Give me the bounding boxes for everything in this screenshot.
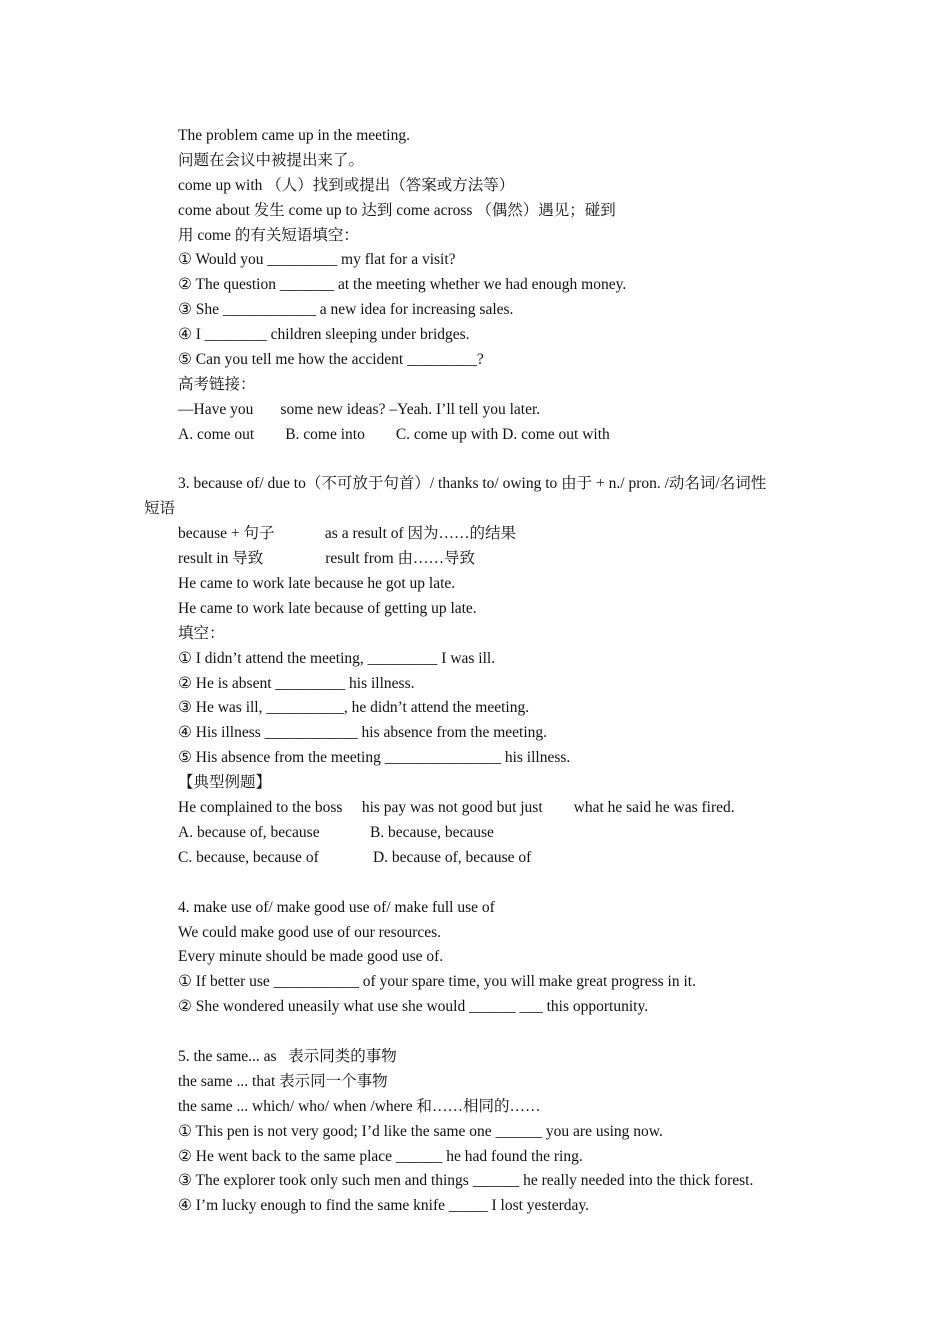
phrase-definition: the same ... which/ who/ when /where 和……相同的……: [178, 1097, 541, 1115]
phrase-definition: because + 句子 as a result of 因为……的结果: [178, 525, 517, 543]
document-body: [144, 124, 818, 1219]
exercise-question: ③ He was ill, __________, he didn’t attend the meeting.: [178, 699, 530, 717]
example-sentence-zh: 问题在会议中被提出来了。: [178, 151, 365, 169]
gaokao-label: 高考链接：: [178, 375, 256, 393]
exercise-question: ② She wondered uneasily what use she would ______ ___ this opportunity.: [178, 998, 649, 1016]
section-heading: 3. because of/ due to（不可放于句首）/ thanks to/ owing to 由于 + n./ pron. /动名词/名词性: [178, 475, 767, 493]
example-sentence-en: He came to work late because of getting up late.: [178, 599, 477, 617]
exercise-question: ④ His illness ____________ his absence from the meeting.: [178, 724, 548, 742]
example-sentence-en: We could make good use of our resources.: [178, 923, 442, 941]
example-sentence-en: Every minute should be made good use of.: [178, 948, 444, 966]
phrase-definition: the same ... that 表示同一个事物: [178, 1072, 388, 1090]
exercise-question: ① This pen is not very good; I’d like the same one ______ you are using now.: [178, 1122, 663, 1140]
exercise-question: ① I didn’t attend the meeting, _________ I was ill.: [178, 649, 496, 667]
exercise-question: ② He went back to the same place ______ he had found the ring.: [178, 1147, 583, 1165]
example-sentence-en: The problem came up in the meeting.: [178, 127, 410, 144]
section-heading-continuation: 短语: [144, 500, 176, 518]
exercise-question: ③ She ____________ a new idea for increasing sales.: [178, 301, 514, 319]
exercise-question: ① If better use ___________ of your spare time, you will make great progress in it.: [178, 973, 696, 991]
exercise-question: ④ I ________ children sleeping under bridges.: [178, 326, 470, 344]
typical-example-question: He complained to the boss his pay was not good but just what he said he was fired.: [178, 799, 735, 817]
phrase-definition: come up with （人）找到或提出（答案或方法等）: [178, 176, 515, 194]
exercise-question: ② The question _______ at the meeting whether we had enough money.: [178, 276, 627, 294]
exercise-question: ① Would you _________ my flat for a visit?: [178, 251, 456, 269]
typical-example-label: 【典型例题】: [178, 774, 272, 792]
exercise-question: ⑤ His absence from the meeting _______________ his illness.: [178, 749, 571, 767]
gaokao-options: A. come out B. come into C. come up with D. come out with: [178, 425, 610, 443]
answer-options: C. because, because of D. because of, because of: [178, 848, 532, 866]
exercise-question: ② He is absent _________ his illness.: [178, 674, 415, 692]
exercise-question: ③ The explorer took only such men and things ______ he really needed into the thick forest.: [178, 1172, 754, 1190]
phrase-definition: result in 导致 result from 由……导致: [178, 550, 476, 568]
section-spacer: [178, 448, 818, 473]
section-heading: 5. the same... as 表示同类的事物: [178, 1047, 397, 1065]
gaokao-question: —Have you some new ideas? –Yeah. I’ll tell you later.: [178, 400, 541, 418]
section-spacer: [178, 1020, 818, 1045]
answer-options: A. because of, because B. because, because: [178, 823, 494, 841]
example-sentence-en: He came to work late because he got up late.: [178, 575, 456, 593]
section-heading: 4. make use of/ make good use of/ make full use of: [178, 898, 495, 916]
section-spacer: [178, 871, 818, 896]
exercise-question: ④ I’m lucky enough to find the same knife _____ I lost yesterday.: [178, 1197, 590, 1215]
exercise-instruction: 填空：: [178, 624, 225, 642]
exercise-instruction: 用 come 的有关短语填空：: [178, 226, 359, 244]
exercise-question: ⑤ Can you tell me how the accident _________?: [178, 351, 484, 369]
phrase-definition: come about 发生 come up to 达到 come across （偶然）遇见；碰到: [178, 201, 616, 219]
